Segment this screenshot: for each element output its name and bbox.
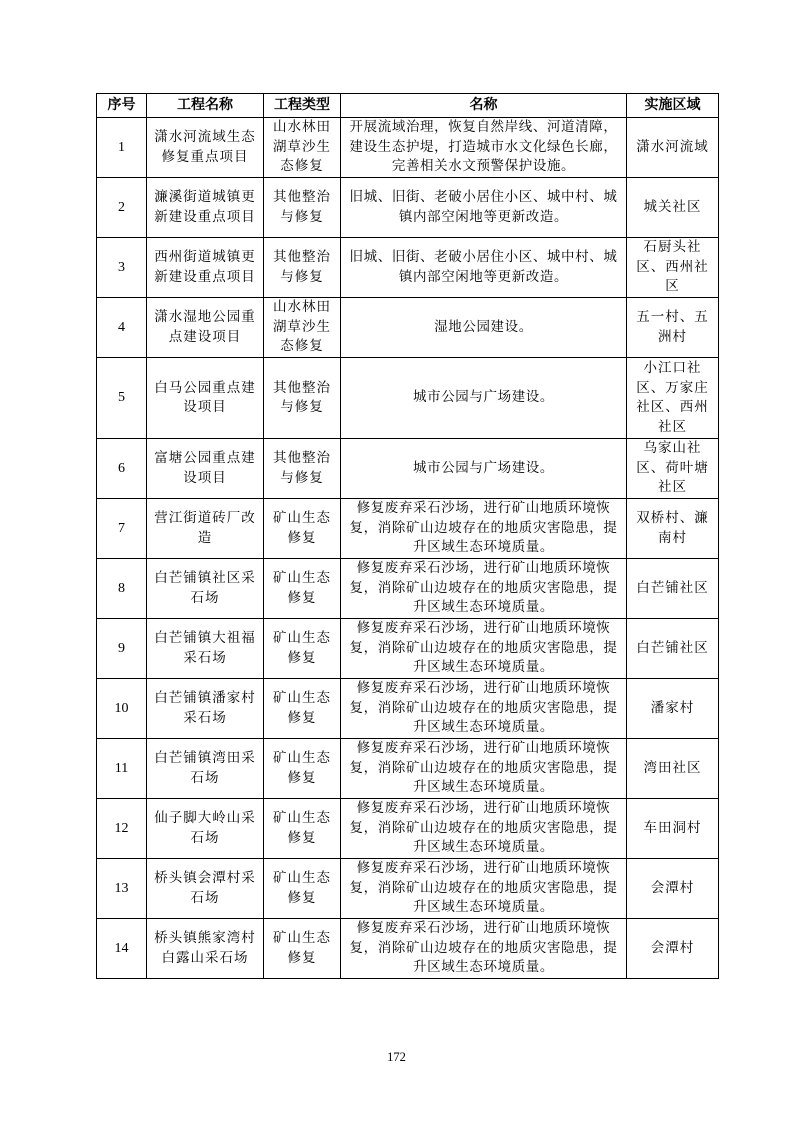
row-project-name: 营江街道砖厂改造: [147, 499, 264, 559]
row-project-type: 其他整治与修复: [264, 238, 341, 298]
row-project-type: 山水林田湖草沙生态修复: [264, 298, 341, 358]
row-project-name: 濂溪街道城镇更新建设重点项目: [147, 178, 264, 238]
table-row: [97, 178, 719, 238]
row-index: 13: [97, 859, 147, 919]
row-description: 修复废弃采石沙场，进行矿山地质环境恢复，消除矿山边坡存在的地质灾害隐患，提升区域生态环境质量。: [341, 559, 627, 619]
row-project-name: 富塘公园重点建设项目: [147, 439, 264, 499]
table-row: [97, 679, 719, 739]
row-description: 湿地公园建设。: [341, 298, 627, 358]
row-index: 12: [97, 799, 147, 859]
row-area: 石厨头社区、西州社区: [627, 238, 719, 298]
row-index: 9: [97, 619, 147, 679]
row-index: 6: [97, 439, 147, 499]
row-project-name: 白马公园重点建设项目: [147, 358, 264, 439]
row-project-name: 潇水河流域生态修复重点项目: [147, 118, 264, 178]
row-area: 湾田社区: [627, 739, 719, 799]
row-project-name: 白芒铺镇潘家村采石场: [147, 679, 264, 739]
row-description: 城市公园与广场建设。: [341, 358, 627, 439]
header-project-name: 工程名称: [147, 94, 264, 118]
row-index: 5: [97, 358, 147, 439]
row-description: 修复废弃采石沙场，进行矿山地质环境恢复，消除矿山边坡存在的地质灾害隐患，提升区域生态环境质量。: [341, 679, 627, 739]
row-description: 修复废弃采石沙场，进行矿山地质环境恢复，消除矿山边坡存在的地质灾害隐患，提升区域生态环境质量。: [341, 619, 627, 679]
row-area: 潘家村: [627, 679, 719, 739]
row-area: 小江口社区、万家庄社区、西州社区: [627, 358, 719, 439]
row-index: 2: [97, 178, 147, 238]
header-area: 实施区域: [627, 94, 719, 118]
row-project-type: 矿山生态修复: [264, 859, 341, 919]
row-project-type: 矿山生态修复: [264, 799, 341, 859]
row-area: 会潭村: [627, 919, 719, 979]
row-project-type: 其他整治与修复: [264, 178, 341, 238]
row-project-name: 潇水湿地公园重点建设项目: [147, 298, 264, 358]
row-description: 修复废弃采石沙场，进行矿山地质环境恢复，消除矿山边坡存在的地质灾害隐患，提升区域生态环境质量。: [341, 739, 627, 799]
row-area: 白芒铺社区: [627, 559, 719, 619]
row-project-type: 矿山生态修复: [264, 739, 341, 799]
row-description: 开展流域治理，恢复自然岸线、河道清障，建设生态护堤，打造城市水文化绿色长廊，完善相关水文预警保护设施。: [341, 118, 627, 178]
row-project-type: 矿山生态修复: [264, 559, 341, 619]
row-project-name: 白芒铺镇大祖福采石场: [147, 619, 264, 679]
table-row: [97, 919, 719, 979]
row-project-name: 仙子脚大岭山采石场: [147, 799, 264, 859]
row-project-type: 山水林田湖草沙生态修复: [264, 118, 341, 178]
row-area: 双桥村、濂南村: [627, 499, 719, 559]
row-project-type: 其他整治与修复: [264, 439, 341, 499]
table-row: [97, 739, 719, 799]
row-index: 10: [97, 679, 147, 739]
row-description: 修复废弃采石沙场，进行矿山地质环境恢复，消除矿山边坡存在的地质灾害隐患，提升区域生态环境质量。: [341, 799, 627, 859]
row-project-name: 西州街道城镇更新建设重点项目: [147, 238, 264, 298]
table-header-row: [97, 94, 719, 118]
page-number: 172: [387, 1050, 406, 1064]
table-row: [97, 298, 719, 358]
row-index: 1: [97, 118, 147, 178]
row-project-type: 矿山生态修复: [264, 619, 341, 679]
row-project-name: 桥头镇熊家湾村白露山采石场: [147, 919, 264, 979]
header-index: 序号: [97, 94, 147, 118]
row-project-name: 桥头镇会潭村采石场: [147, 859, 264, 919]
row-description: 修复废弃采石沙场，进行矿山地质环境恢复，消除矿山边坡存在的地质灾害隐患，提升区域生态环境质量。: [341, 919, 627, 979]
row-index: 14: [97, 919, 147, 979]
row-description: 旧城、旧街、老破小居住小区、城中村、城镇内部空闲地等更新改造。: [341, 178, 627, 238]
row-index: 4: [97, 298, 147, 358]
row-project-type: 矿山生态修复: [264, 499, 341, 559]
row-area: 乌家山社区、荷叶塘社区: [627, 439, 719, 499]
row-area: 会潭村: [627, 859, 719, 919]
row-index: 7: [97, 499, 147, 559]
row-description: 城市公园与广场建设。: [341, 439, 627, 499]
row-area: 潇水河流域: [627, 118, 719, 178]
row-index: 11: [97, 739, 147, 799]
row-project-type: 其他整治与修复: [264, 358, 341, 439]
row-area: 白芒铺社区: [627, 619, 719, 679]
row-project-type: 矿山生态修复: [264, 679, 341, 739]
table-row: [97, 358, 719, 439]
table-row: [97, 559, 719, 619]
header-name: 名称: [341, 94, 627, 118]
table-row: [97, 238, 719, 298]
row-project-type: 矿山生态修复: [264, 919, 341, 979]
table-row: [97, 859, 719, 919]
row-description: 修复废弃采石沙场，进行矿山地质环境恢复，消除矿山边坡存在的地质灾害隐患，提升区域生态环境质量。: [341, 859, 627, 919]
table-row: [97, 799, 719, 859]
table-row: [97, 118, 719, 178]
row-description: 旧城、旧街、老破小居住小区、城中村、城镇内部空闲地等更新改造。: [341, 238, 627, 298]
row-area: 城关社区: [627, 178, 719, 238]
row-project-name: 白芒铺镇社区采石场: [147, 559, 264, 619]
row-index: 8: [97, 559, 147, 619]
row-project-name: 白芒铺镇湾田采石场: [147, 739, 264, 799]
row-area: 五一村、五洲村: [627, 298, 719, 358]
table-row: [97, 439, 719, 499]
project-table: [96, 93, 719, 979]
row-description: 修复废弃采石沙场，进行矿山地质环境恢复，消除矿山边坡存在的地质灾害隐患，提升区域生态环境质量。: [341, 499, 627, 559]
header-project-type: 工程类型: [264, 94, 341, 118]
table-row: [97, 619, 719, 679]
row-area: 车田洞村: [627, 799, 719, 859]
table-row: [97, 499, 719, 559]
row-index: 3: [97, 238, 147, 298]
